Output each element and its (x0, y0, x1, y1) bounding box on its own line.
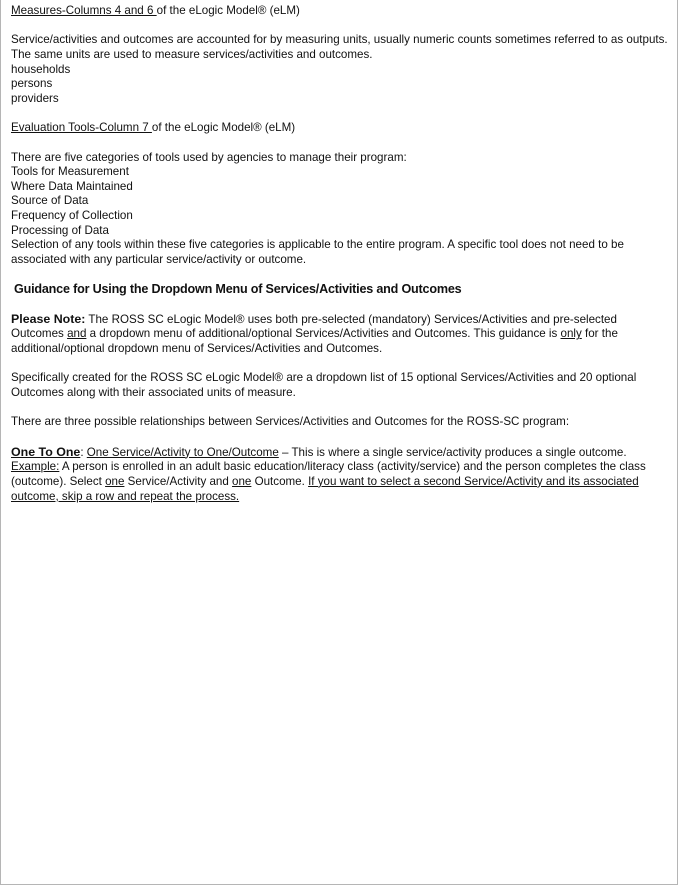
emphasis: one (105, 474, 125, 488)
category-item: Tools for Measurement (11, 165, 129, 179)
evaluation-heading-link: Evaluation Tools-Column 7 (11, 121, 152, 135)
please-note-label: Please Note: (11, 311, 86, 326)
evaluation-heading-rest: of the eLogic Model® (eLM) (151, 121, 296, 135)
evaluation-heading (11, 121, 669, 136)
please-note (11, 312, 669, 357)
measures-section (11, 33, 669, 106)
evaluation-intro: There are five categories of tools used by agencies to manage their program: (11, 150, 407, 164)
one-to-one-paragraph (11, 445, 669, 505)
measures-heading (11, 4, 669, 19)
measures-description: Service/activities and outcomes are accounted for by measuring units, usually numeric counts sometimes referred to as outputs. The same units are used to measure services/activities and outcomes. (11, 33, 668, 61)
evaluation-section (11, 151, 669, 268)
measures-heading-rest: of the eLogic Model® (eLM) (156, 4, 300, 17)
emphasis: one (232, 474, 252, 488)
note-text: The ROSS SC eLogic Model® uses both pre-selected (mandatory) Services/Activities and pre-selected Outcomes (11, 312, 617, 341)
one-to-one-text: Service/Activity and (124, 474, 233, 488)
one-to-one-label: One To One (11, 444, 81, 459)
relationships-intro: There are three possible relationships between Services/Activities and Outcomes for the ROSS-SC program: (11, 415, 570, 429)
note-text: a dropdown menu of additional/optional Services/Activities and Outcomes. This guidance is (86, 327, 561, 341)
example-label: Example: (11, 460, 60, 474)
category-item: Where Data Maintained (11, 179, 133, 193)
one-to-one-text: Outcome. (251, 474, 309, 488)
specific-paragraph: Specifically created for the ROSS SC eLogic Model® are a dropdown list of 15 optional Services/Activities and 20 optional Outcomes along with their associated units of measure. (11, 371, 637, 399)
unit-item: households (11, 62, 71, 76)
one-to-one-text: A person is enrolled in an adult basic education/literacy class (activity/service) and the person completes the class (outcome). Select (11, 460, 646, 488)
colon: : (80, 445, 87, 459)
evaluation-note: Selection of any tools within these five categories is applicable to the entire program. A specific tool does not need to be associated with any particular service/activity or outcome. (11, 238, 624, 267)
one-to-one-instruction: If you want to select a second Service/Activity and its associated outcome, skip a row and repeat the process. (11, 474, 639, 503)
note-text: for the additional/optional dropdown menu of Services/Activities and Outcomes. (11, 327, 618, 356)
measures-heading-link: Measures-Columns 4 and 6 (11, 4, 157, 17)
category-item: Source of Data (11, 194, 89, 208)
one-to-one-text: – This is where a single service/activity produces a single outcome. (278, 445, 627, 459)
note-emphasis: only (560, 327, 582, 341)
guidance-title: Guidance for Using the Dropdown Menu of Services/Activities and Outcomes (14, 282, 462, 297)
unit-item: providers (11, 91, 59, 105)
category-item: Frequency of Collection (11, 209, 133, 223)
one-to-one-subtitle: One Service/Activity to One/Outcome (86, 445, 279, 459)
note-emphasis: and (67, 327, 87, 341)
unit-item: persons (11, 77, 53, 91)
category-item: Processing of Data (11, 223, 109, 237)
